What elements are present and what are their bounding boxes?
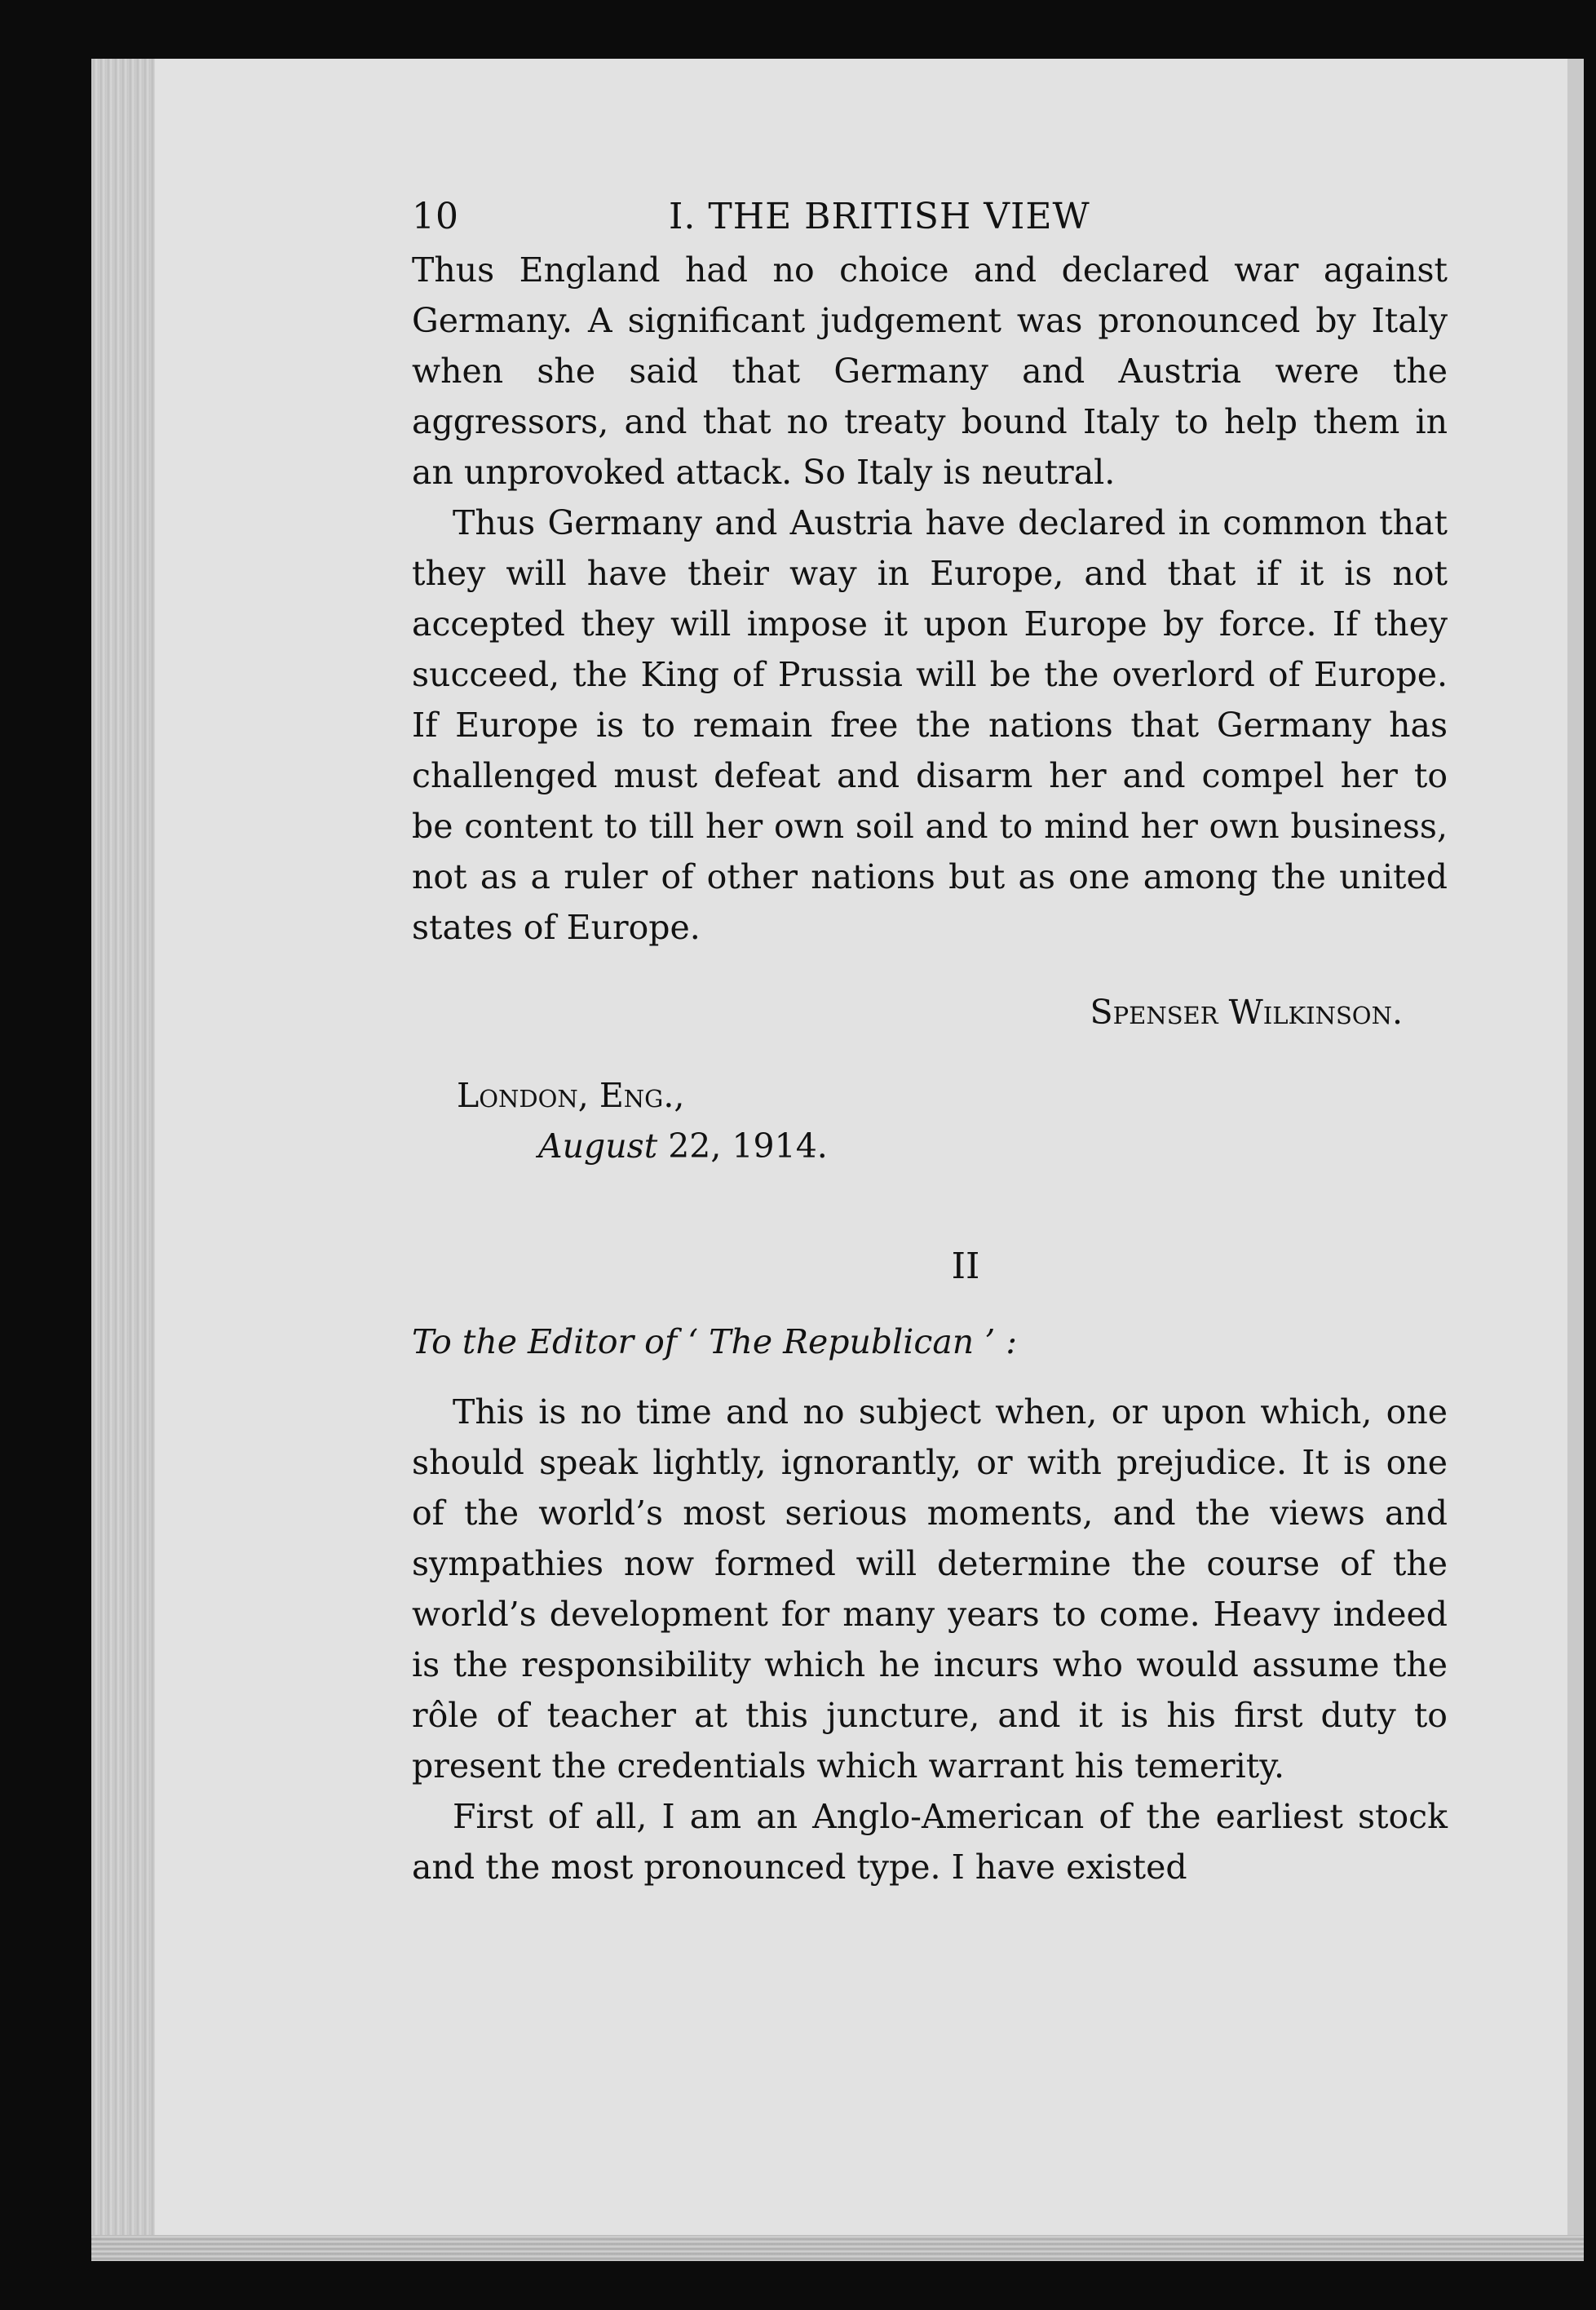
page-edge-bottom: [91, 2235, 1584, 2261]
date-rest: 22, 1914.: [657, 1126, 828, 1166]
paragraph: This is no time and no subject when, or upon which, one should speak lightly, ignorantly, or with prejudice. It is one of the world’s most serious moments, and the views and sympathies now formed will determine the course of the world’s development for many years to come. Heavy indeed is the responsibility which he incurs who would assume the rôle of teacher at this juncture, and it is his first duty to present the credentials which warrant his temerity.: [412, 1392, 1448, 1786]
paragraph: First of all, I am an Anglo-American of the earliest stock and the most pronounced type. I have existed: [412, 1797, 1448, 1887]
date-month: August: [538, 1126, 658, 1166]
page-edge-right: [1567, 59, 1584, 2261]
page-number: 10: [412, 196, 459, 237]
page-edge-left: [91, 59, 155, 2261]
salutation: To the Editor of ‘ The Republican ’ :: [412, 1322, 1018, 1361]
running-head-title: I. THE BRITISH VIEW: [669, 196, 1090, 237]
signature: Spenser Wilkinson.: [1090, 993, 1403, 1032]
letter-place: London, Eng.,: [457, 1076, 685, 1115]
section-number: II: [951, 1246, 980, 1287]
running-head: [412, 188, 1448, 245]
paragraph: Thus England had no choice and declared war against Germany. A significant judgement was pronounced by Italy when she said that Germany and Austria were the aggressors, and that no treaty bound Italy to help them in an unprovoked attack. So Italy is neutral.: [412, 250, 1448, 492]
letter-date: [412, 1121, 1448, 1171]
page-text: [412, 188, 1448, 1892]
paragraph: Thus Germany and Austria have declared in common that they will have their way in Europe, and that if it is not accepted they will impose it upon Europe by force. If they succeed, the King of Prussia will be the overlord of Europe. If Europe is to remain free the nations that Germany has challenged must defeat and disarm her and compel her to be content to till her own soil and to mind her own business, not as a ruler of other nations but as one among the united states of Europe.: [412, 503, 1448, 947]
